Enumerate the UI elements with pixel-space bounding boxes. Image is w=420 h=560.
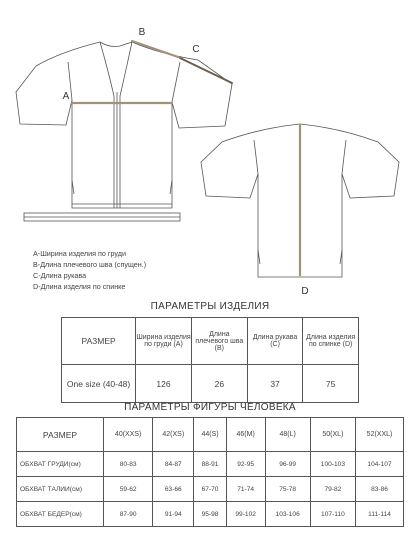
value-cell: 107-110 (310, 502, 355, 527)
value-cell: 91-94 (153, 502, 194, 527)
value-cell: 79-82 (310, 477, 355, 502)
label-d: D (301, 286, 309, 297)
figure-params-title: ПАРАМЕТРЫ ФИГУРЫ ЧЕЛОВЕКА (124, 402, 296, 413)
value-cell: 87-90 (104, 502, 153, 527)
header-chest-width: Ширина изделия по груди (A) (136, 318, 192, 365)
size-header: 44(S) (194, 418, 227, 452)
value-cell: 80-83 (104, 452, 153, 477)
value-cell: 111-114 (356, 502, 404, 527)
value-cell: 95-98 (194, 502, 227, 527)
header-size: РАЗМЕР (17, 418, 104, 452)
front-view-sketch (16, 42, 232, 221)
table-row (17, 502, 404, 527)
size-header: 50(XL) (310, 418, 355, 452)
size-header: 42(XS) (153, 418, 194, 452)
size-cell: One size (40-48) (62, 365, 136, 403)
value-cell: 99-102 (226, 502, 265, 527)
value-cell: 63-66 (153, 477, 194, 502)
label-c: C (192, 44, 200, 55)
row-label: ОБХВАТ ТАЛИИ(см) (17, 477, 104, 502)
header-shoulder-length: Длина плечевого шва (B) (191, 318, 247, 365)
product-params-title: ПАРАМЕТРЫ ИЗДЕЛИЯ (150, 301, 270, 312)
value-cell: 59-62 (104, 477, 153, 502)
measurement-lines-front (72, 41, 232, 103)
value-cell: 75-78 (265, 477, 310, 502)
value-cell: 104-107 (356, 452, 404, 477)
legend-item: A-Ширина изделия по груди (33, 249, 126, 258)
table-row (62, 365, 359, 403)
size-header: 48(L) (265, 418, 310, 452)
value-cell: 126 (136, 365, 192, 403)
legend-item: D-Длина изделия по спинке (33, 282, 126, 291)
measure-line-c (180, 58, 232, 83)
value-cell: 84-87 (153, 452, 194, 477)
measurement-legend (33, 248, 146, 292)
value-cell: 67-70 (194, 477, 227, 502)
value-cell: 83-86 (356, 477, 404, 502)
legend-item: B-Длина плечевого шва (спущен.) (33, 260, 147, 269)
value-cell: 88-91 (194, 452, 227, 477)
header-back-length: Длина изделия по спинке (D) (303, 318, 359, 365)
value-cell: 71-74 (226, 477, 265, 502)
label-b: B (138, 27, 146, 38)
measure-line-b (132, 41, 178, 57)
label-a: A (62, 91, 70, 102)
size-header: 46(M) (226, 418, 265, 452)
size-header: 40(XXS) (104, 418, 153, 452)
table-row (17, 452, 404, 477)
row-label: ОБХВАТ БЕДЕР(см) (17, 502, 104, 527)
header-sleeve-length: Длина рукава (C) (247, 318, 302, 365)
row-label: ОБХВАТ ГРУДИ(см) (17, 452, 104, 477)
value-cell: 75 (303, 365, 359, 403)
value-cell: 26 (191, 365, 247, 403)
header-size: РАЗМЕР (62, 318, 136, 365)
value-cell: 37 (247, 365, 302, 403)
value-cell: 96-99 (265, 452, 310, 477)
value-cell: 100-103 (310, 452, 355, 477)
value-cell: 92-95 (226, 452, 265, 477)
figure-params-table (16, 417, 404, 527)
legend-item: C-Длина рукава (33, 271, 87, 280)
value-cell: 103-106 (265, 502, 310, 527)
table-row (17, 477, 404, 502)
size-header: 52(XXL) (356, 418, 404, 452)
product-params-table (61, 317, 359, 403)
